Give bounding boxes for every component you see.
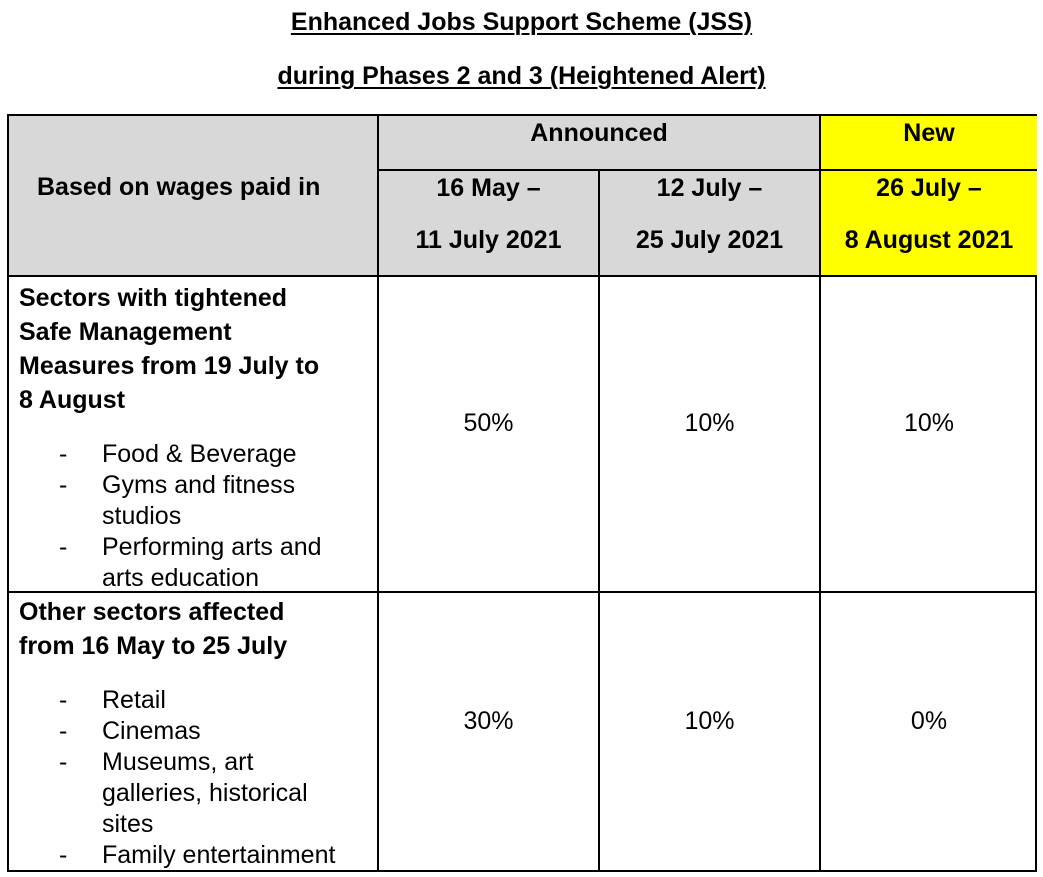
row-2-value-3-cell: [821, 593, 1037, 870]
list-item: - Food & Beverage: [19, 439, 377, 470]
list-item: - Performing arts and arts education: [19, 532, 377, 594]
header-new-cell: [821, 116, 1037, 171]
row-1-sector-list: [19, 439, 377, 594]
header-announced: Announced: [530, 119, 668, 147]
header-period-3-cell: [821, 171, 1037, 277]
row-2-sector-title: Other sectors affected from 16 May to 25 July: [19, 598, 288, 660]
row-2-value-2-cell: [600, 593, 821, 870]
row-2-value-1: 30%: [463, 707, 514, 735]
row-2-sector-list: [19, 685, 377, 871]
row-2-sector-cell: [9, 593, 379, 870]
list-item: - Gyms and fitness studios: [19, 470, 377, 532]
header-row-label-cell: [9, 116, 379, 277]
row-1-sector-cell: [9, 277, 379, 593]
header-period-3-line1: 26 July –: [876, 174, 982, 202]
header-new: New: [903, 119, 955, 147]
row-1-value-1: 50%: [463, 409, 514, 437]
row-2-value-2: 10%: [684, 707, 735, 735]
header-period-1-line1: 16 May –: [436, 174, 541, 202]
row-1-value-2-cell: [600, 277, 821, 593]
header-period-3-line2: 8 August 2021: [844, 226, 1014, 254]
document-title: Enhanced Jobs Support Scheme (JSS): [290, 8, 753, 36]
document-subtitle: during Phases 2 and 3 (Heightened Alert): [277, 62, 766, 90]
list-item: - Cinemas: [19, 716, 377, 747]
row-1-sector-title: Sectors with tightened Safe Management Measures from 19 July to 8 August: [19, 284, 320, 414]
row-1-value-3: 10%: [903, 409, 955, 437]
header-period-2-line1: 12 July –: [656, 174, 763, 202]
header-period-1-line2: 11 July 2021: [415, 226, 562, 254]
list-item: - Museums, art galleries, historical sites: [19, 747, 377, 840]
header-period-2-cell: [600, 171, 821, 277]
row-1-value-1-cell: [379, 277, 600, 593]
row-1-value-3-cell: [821, 277, 1037, 593]
row-2-value-3: 0%: [910, 707, 948, 735]
list-item: - Family entertainment: [19, 840, 377, 871]
header-announced-cell: [379, 116, 821, 171]
jss-table: [7, 114, 1037, 872]
row-1-value-2: 10%: [684, 409, 735, 437]
header-row-label: Based on wages paid in: [37, 173, 321, 201]
list-item: - Retail: [19, 685, 377, 716]
header-period-2-line2: 25 July 2021: [635, 226, 784, 254]
row-2-value-1-cell: [379, 593, 600, 870]
header-period-1-cell: [379, 171, 600, 277]
